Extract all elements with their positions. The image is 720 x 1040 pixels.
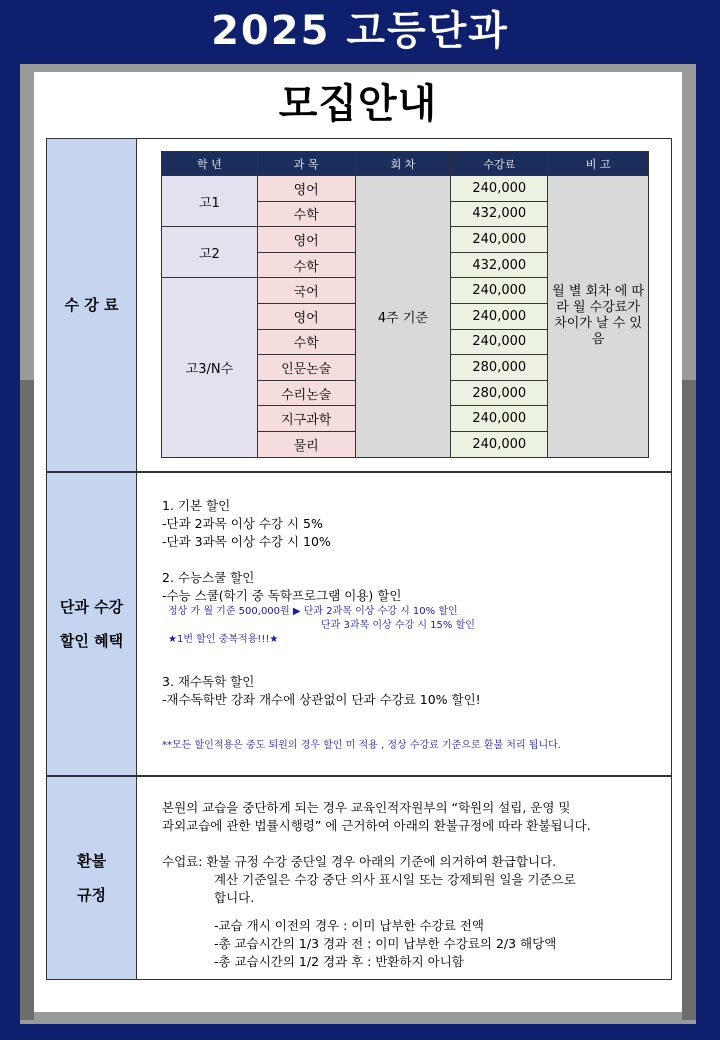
subject-cell: 영어 xyxy=(257,176,355,202)
subject-cell: 국어 xyxy=(257,278,355,304)
discount-label-line1: 단과 수강 xyxy=(59,598,124,616)
refund-rule: -총 교습시간의 1/2 경과 후 : 반환하지 아니함 xyxy=(214,954,464,969)
refund-fee-line: 수업료: 환불 규정 수강 중단일 경우 아래의 기준에 의거하여 환급합니다. xyxy=(162,854,557,869)
subject-cell: 수학 xyxy=(257,329,355,355)
fee-cell: 240,000 xyxy=(451,406,548,432)
col-grade: 학 년 xyxy=(162,152,258,176)
grade-cell: 고2 xyxy=(162,227,258,278)
grade-cell: 고1 xyxy=(162,176,258,227)
retake-discount-title: 3. 재수독학 할인 xyxy=(162,674,255,689)
school-discount-item: -수능 스쿨(학기 중 독학프로그램 이용) 할인 xyxy=(162,588,402,603)
fee-section xyxy=(46,138,672,472)
fee-cell: 432,000 xyxy=(451,201,548,227)
subject-cell: 지구과학 xyxy=(257,406,355,432)
discount-section-label xyxy=(47,473,137,775)
refund-intro: 과외교습에 관한 법률시행령” 에 근거하여 아래의 환불규정에 따라 환불됩니다. xyxy=(162,818,591,833)
frame-shadow-right xyxy=(682,380,696,1020)
subject-cell: 영어 xyxy=(257,303,355,329)
table-row xyxy=(162,176,649,202)
basic-discount-item: -단과 3과목 이상 수강 시 10% xyxy=(162,534,331,549)
col-subject: 과 목 xyxy=(257,152,355,176)
refund-rule: -교습 개시 이전의 경우 : 이미 납부한 수강료 전액 xyxy=(214,918,484,933)
discount-body xyxy=(162,497,662,753)
page-title: 모집안내 xyxy=(278,81,438,127)
subject-cell: 수리논술 xyxy=(257,380,355,406)
fee-cell: 240,000 xyxy=(451,431,548,457)
fee-cell: 240,000 xyxy=(451,227,548,253)
fee-cell: 240,000 xyxy=(451,303,548,329)
fee-cell: 280,000 xyxy=(451,355,548,381)
subject-cell: 인문논술 xyxy=(257,355,355,381)
refund-body xyxy=(162,799,672,971)
basic-discount-item: -단과 2과목 이상 수강 시 5% xyxy=(162,516,323,531)
school-discount-title: 2. 수능스쿨 할인 xyxy=(162,570,255,585)
refund-section-label xyxy=(47,777,137,979)
col-fee: 수강료 xyxy=(451,152,548,176)
grade-cell: 고3/N수 xyxy=(162,278,258,457)
discount-label-line2: 할인 혜택 xyxy=(59,632,124,650)
refund-intro: 본원의 교습을 중단하게 되는 경우 교육인적자원부의 “학원의 설립, 운영 및 xyxy=(162,800,571,815)
discount-footnote: **모든 할인적용은 중도 퇴원의 경우 할인 미 적용 , 정상 수강료 기준으로 환불 처리 됩니다. xyxy=(162,740,561,751)
fee-cell: 240,000 xyxy=(451,329,548,355)
refund-label-line1: 환불 xyxy=(77,852,106,870)
subject-cell: 영어 xyxy=(257,227,355,253)
fee-cell: 240,000 xyxy=(451,176,548,202)
subject-cell: 수학 xyxy=(257,252,355,278)
col-note: 비 고 xyxy=(548,152,649,176)
fee-cell: 432,000 xyxy=(451,252,548,278)
frame-shadow-left xyxy=(20,380,34,1020)
subject-cell: 수학 xyxy=(257,201,355,227)
fee-cell: 280,000 xyxy=(451,380,548,406)
note-cell: 월 별 회차 에 따라 월 수강료가 차이가 날 수 있음 xyxy=(548,176,649,458)
school-discount-note: ★1번 할인 중복적용!!!★ xyxy=(168,634,279,645)
discount-section xyxy=(46,472,672,776)
col-count: 회 차 xyxy=(355,152,451,176)
school-discount-note: 단과 3과목 이상 수강 시 15% 할인 xyxy=(321,620,475,631)
fee-cell: 240,000 xyxy=(451,278,548,304)
refund-section xyxy=(46,776,672,980)
refund-fee-line: 계산 기준일은 수강 중단 의사 표시일 또는 강제퇴원 일을 기준으로 xyxy=(214,872,576,887)
refund-fee-line: 합니다. xyxy=(214,890,255,905)
subject-cell: 물리 xyxy=(257,431,355,457)
count-cell: 4주 기준 xyxy=(355,176,451,458)
refund-rule: -총 교습시간의 1/3 경과 전 : 이미 납부한 수강료의 2/3 해당액 xyxy=(214,936,557,951)
refund-label-line2: 규정 xyxy=(77,886,106,904)
basic-discount-title: 1. 기본 할인 xyxy=(162,498,231,513)
fee-table-header xyxy=(162,152,649,176)
banner-title: 2025 고등단과 xyxy=(211,8,509,54)
fee-section-label: 수 강 료 xyxy=(47,139,137,471)
retake-discount-item: -재수독학반 강좌 개수에 상관없이 단과 수강료 10% 할인! xyxy=(162,692,481,707)
fee-table xyxy=(161,151,649,458)
school-discount-note: 정상 가 월 기준 500,000원 ▶ 단과 2과목 이상 수강 시 10% 할인 xyxy=(168,606,458,617)
